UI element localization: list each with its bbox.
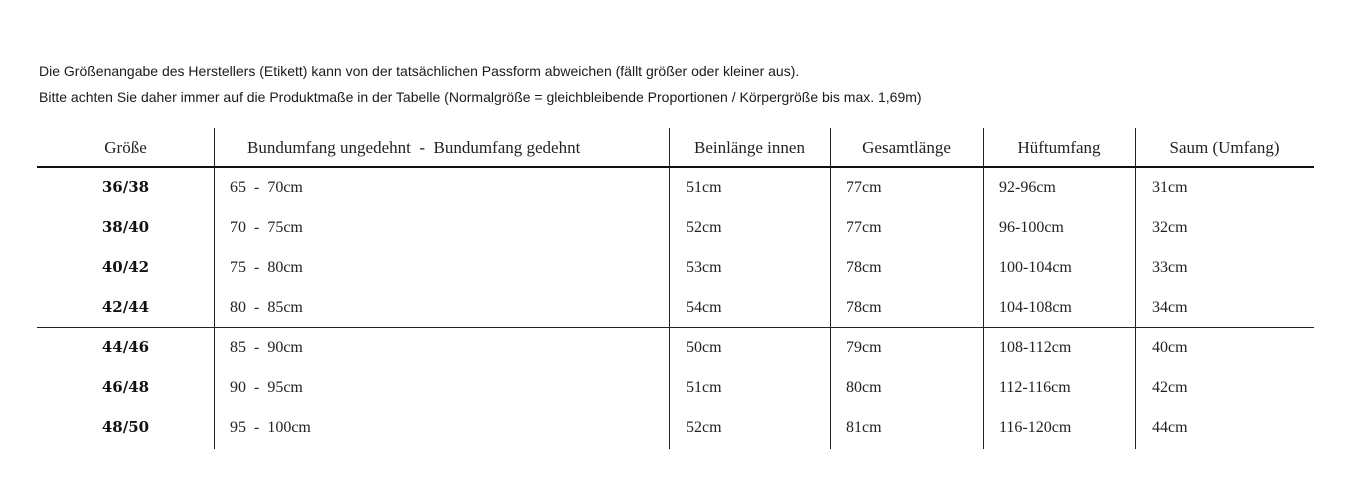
- size-cell: 48/50: [101, 418, 150, 436]
- hem-cell: 44cm: [1152, 419, 1188, 436]
- length-cell: 80cm: [846, 379, 882, 396]
- header-size: Größe: [104, 138, 147, 157]
- size-cell: 46/48: [101, 378, 150, 396]
- waist-cell: 75 - 80cm: [230, 259, 303, 276]
- disclaimer-line-2: Bitte achten Sie daher immer auf die Produktmaße in der Tabelle (Normalgröße = gleichbleibende Proportionen / Körpergröße bis max. 1,69m): [39, 89, 922, 105]
- hip-cell: 112-116cm: [999, 379, 1071, 396]
- hip-cell: 108-112cm: [999, 339, 1072, 356]
- waist-cell: 85 - 90cm: [230, 339, 303, 356]
- waist-cell: 70 - 75cm: [230, 219, 303, 236]
- table-row: [37, 329, 1314, 369]
- hem-cell: 40cm: [1152, 339, 1188, 356]
- inseam-cell: 51cm: [686, 379, 722, 396]
- hem-cell: 42cm: [1152, 379, 1188, 396]
- length-cell: 78cm: [846, 299, 882, 316]
- size-table: [37, 128, 1314, 449]
- table-row: [37, 209, 1314, 249]
- length-cell: 77cm: [846, 219, 882, 236]
- disclaimer-line-1: Die Größenangabe des Herstellers (Etikett) kann von der tatsächlichen Passform abweichen (fällt größer oder kleiner aus).: [39, 63, 800, 79]
- size-cell: 42/44: [101, 298, 150, 316]
- size-cell: 36/38: [101, 178, 150, 196]
- table-row: [37, 169, 1314, 209]
- header-divider: [37, 166, 1314, 168]
- size-cell: 38/40: [101, 218, 150, 236]
- hip-cell: 116-120cm: [999, 419, 1072, 436]
- length-cell: 78cm: [846, 259, 882, 276]
- size-disclaimer: [39, 58, 922, 110]
- hip-cell: 100-104cm: [999, 259, 1072, 276]
- hem-cell: 31cm: [1152, 179, 1188, 196]
- waist-cell: 65 - 70cm: [230, 179, 303, 196]
- inseam-cell: 54cm: [686, 299, 722, 316]
- inseam-cell: 53cm: [686, 259, 722, 276]
- header-hem: Saum (Umfang): [1169, 138, 1280, 157]
- hem-cell: 33cm: [1152, 259, 1188, 276]
- inseam-cell: 51cm: [686, 179, 722, 196]
- hem-cell: 34cm: [1152, 299, 1188, 316]
- hip-cell: 104-108cm: [999, 299, 1072, 316]
- waist-cell: 95 - 100cm: [230, 419, 311, 436]
- header-hip: Hüftumfang: [1017, 138, 1101, 157]
- table-row: [37, 409, 1314, 449]
- hem-cell: 32cm: [1152, 219, 1188, 236]
- header-inseam: Beinlänge innen: [694, 138, 805, 157]
- waist-cell: 80 - 85cm: [230, 299, 303, 316]
- hip-cell: 96-100cm: [999, 219, 1064, 236]
- table-row: [37, 369, 1314, 409]
- length-cell: 77cm: [846, 179, 882, 196]
- size-cell: 44/46: [101, 338, 150, 356]
- hip-cell: 92-96cm: [999, 179, 1056, 196]
- table-row: [37, 249, 1314, 289]
- size-cell: 40/42: [101, 258, 150, 276]
- waist-cell: 90 - 95cm: [230, 379, 303, 396]
- inseam-cell: 52cm: [686, 219, 722, 236]
- length-cell: 81cm: [846, 419, 882, 436]
- inseam-cell: 52cm: [686, 419, 722, 436]
- table-row: [37, 289, 1314, 329]
- header-total-length: Gesamtlänge: [862, 138, 951, 157]
- length-cell: 79cm: [846, 339, 882, 356]
- inseam-cell: 50cm: [686, 339, 722, 356]
- header-waist: Bundumfang ungedehnt - Bundumfang gedehnt: [247, 138, 581, 157]
